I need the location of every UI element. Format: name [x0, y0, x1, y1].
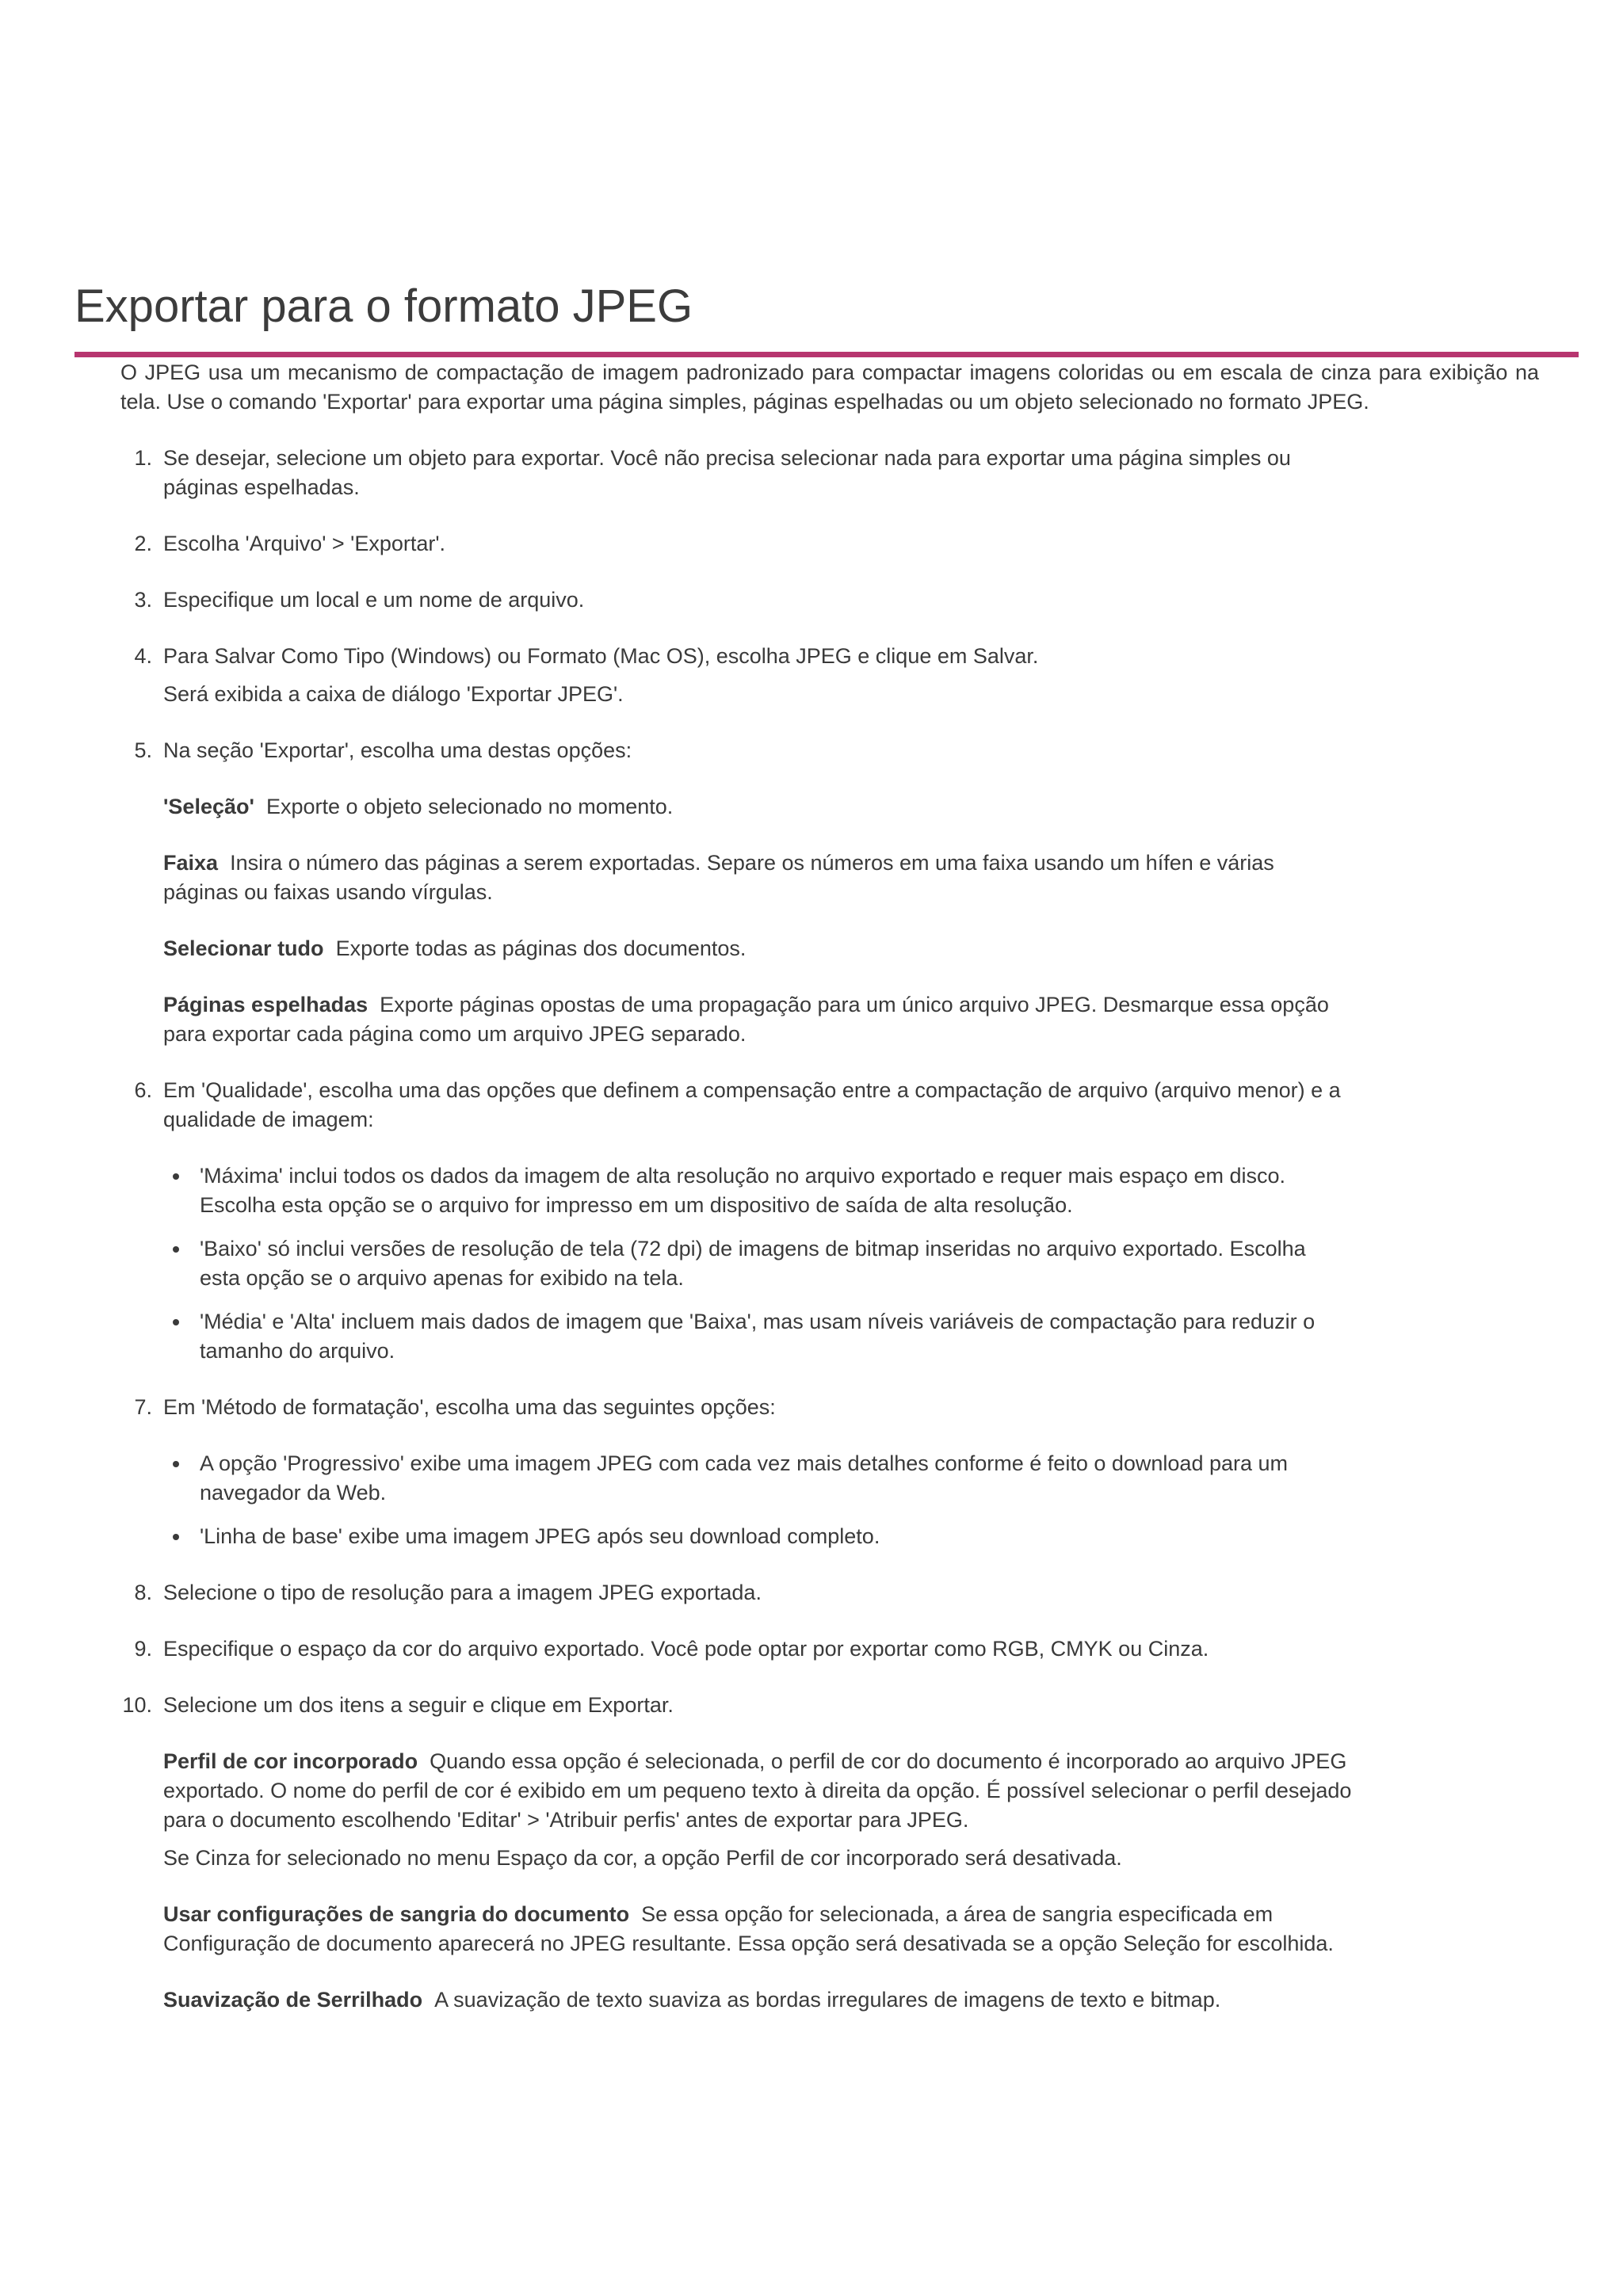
bullet-list — [163, 1161, 1352, 1366]
bullet-item — [163, 1234, 1352, 1293]
step-text: Especifique um local e um nome de arquivo. — [163, 588, 585, 612]
option-description: Insira o número das páginas a serem exportadas. Separe os números em uma faixa usando um hífen e várias páginas ou faixas usando vírgulas. — [163, 851, 1274, 904]
step-number: 5. — [134, 738, 152, 762]
option-term: Páginas espelhadas — [163, 993, 369, 1016]
step-number: 2. — [134, 532, 152, 555]
step-number: 1. — [134, 446, 152, 470]
bullet-text: A opção 'Progressivo' exibe uma imagem JPEG com cada vez mais detalhes conforme é feito o download para um navegador da Web. — [200, 1451, 1289, 1505]
option-note: Se Cinza for selecionado no menu Espaço da cor, a opção Perfil de cor incorporado será desativada. — [163, 1846, 1122, 1870]
step-number: 4. — [134, 644, 152, 668]
step-number: 3. — [134, 588, 152, 612]
bullet-text: 'Linha de base' exibe uma imagem JPEG após seu download completo. — [200, 1524, 880, 1548]
bullet-dot-icon — [173, 1246, 179, 1253]
step-body — [163, 1076, 1352, 1366]
option-paragraph — [163, 1747, 1352, 1835]
option-paragraph — [163, 1900, 1352, 1958]
option-paragraph — [163, 792, 1352, 822]
step-text: Na seção 'Exportar', escolha uma destas opções: — [163, 738, 632, 762]
option-description: A suavização de texto suaviza as bordas irregulares de imagens de texto e bitmap. — [434, 1988, 1221, 2012]
step-text: Em 'Método de formatação', escolha uma das seguintes opções: — [163, 1395, 776, 1419]
step-text: Escolha 'Arquivo' > 'Exportar'. — [163, 532, 446, 555]
step-number: 6. — [134, 1078, 152, 1102]
option-paragraph — [163, 934, 1352, 963]
option-description: Exporte o objeto selecionado no momento. — [265, 795, 674, 818]
step-item — [120, 585, 1539, 615]
option-description: Se essa opção for selecionada, a área de sangria especificada em Configuração de documento aparecerá no JPEG resultante. Essa opção será desativada se a opção Seleção for escolhida. — [163, 1902, 1334, 1955]
title-underline — [74, 352, 1579, 357]
option-term: Perfil de cor incorporado — [163, 1749, 418, 1773]
bullet-list — [163, 1449, 1352, 1551]
step-number: 9. — [134, 1637, 152, 1661]
bullet-item — [163, 1449, 1352, 1508]
step-text: Selecione um dos itens a seguir e clique em Exportar. — [163, 1693, 674, 1717]
option-term: 'Seleção' — [163, 795, 254, 818]
step-text: Especifique o espaço da cor do arquivo exportado. Você pode optar por exportar como RGB, CMYK ou Cinza. — [163, 1637, 1209, 1661]
option-paragraph — [163, 1985, 1352, 2015]
option-term: Usar configurações de sangria do documento — [163, 1902, 630, 1926]
bullet-dot-icon — [173, 1534, 179, 1540]
intro-paragraph: O JPEG usa um mecanismo de compactação de imagem padronizado para compactar imagens coloridas ou em escala de cinza para exibição na tela. Use o comando 'Exportar' para exportar uma página simples, páginas espelhadas ou um objeto selecionado no formato JPEG. — [120, 360, 1539, 414]
step-item — [120, 1634, 1539, 1664]
step-body — [163, 444, 1352, 502]
step-body — [163, 1691, 1352, 2015]
step-text: Em 'Qualidade', escolha uma das opções que definem a compensação entre a compactação de arquivo (arquivo menor) e a qualidade de imagem: — [163, 1078, 1341, 1131]
step-item — [120, 1691, 1539, 2015]
step-item — [120, 444, 1539, 502]
step-note: Será exibida a caixa de diálogo 'Exportar JPEG'. — [163, 682, 624, 706]
step-number: 10. — [122, 1693, 152, 1717]
bullet-item — [163, 1307, 1352, 1366]
bullet-item — [163, 1522, 1352, 1551]
steps-list — [120, 444, 1539, 2015]
option-term: Faixa — [163, 851, 219, 875]
step-text: Selecione o tipo de resolução para a imagem JPEG exportada. — [163, 1581, 762, 1604]
option-paragraph — [163, 849, 1352, 907]
step-body — [163, 736, 1352, 1049]
option-description: Exporte todas as páginas dos documentos. — [335, 936, 747, 960]
option-description: Exporte páginas opostas de uma propagação para um único arquivo JPEG. Desmarque essa opção para exportar cada página como um arquivo JPEG separado. — [163, 993, 1329, 1046]
step-body — [163, 642, 1352, 709]
step-item — [120, 1393, 1539, 1551]
option-term: Suavização de Serrilhado — [163, 1988, 423, 2012]
step-text: Para Salvar Como Tipo (Windows) ou Formato (Mac OS), escolha JPEG e clique em Salvar. — [163, 644, 1039, 668]
step-item — [120, 1578, 1539, 1608]
bullet-text: 'Média' e 'Alta' incluem mais dados de imagem que 'Baixa', mas usam níveis variáveis de compactação para reduzir o tamanho do arquivo. — [200, 1310, 1316, 1363]
step-body — [163, 1578, 1352, 1608]
step-body — [163, 529, 1352, 559]
bullet-text: 'Baixo' só inclui versões de resolução de tela (72 dpi) de imagens de bitmap inseridas no arquivo exportado. Escolha esta opção se o arquivo apenas for exibido na tela. — [200, 1237, 1306, 1290]
option-paragraph — [163, 990, 1352, 1049]
step-item — [120, 642, 1539, 709]
option-description: Quando essa opção é selecionada, o perfil de cor do documento é incorporado ao arquivo JPEG exportado. O nome do perfil de cor é exibido em um pequeno texto à direita da opção. É possível selecionar o perfil desejado para o documento escolhendo 'Editar' > 'Atribuir perfis' antes de exportar para JPEG. — [163, 1749, 1352, 1832]
step-text: Se desejar, selecione um objeto para exportar. Você não precisa selecionar nada para exportar uma página simples ou páginas espelhadas. — [163, 446, 1291, 499]
step-item — [120, 736, 1539, 1049]
step-item — [120, 529, 1539, 559]
step-number: 7. — [134, 1395, 152, 1419]
bullet-item — [163, 1161, 1352, 1220]
page-title: Exportar para o formato JPEG — [74, 280, 693, 332]
bullet-dot-icon — [173, 1319, 179, 1325]
step-item — [120, 1076, 1539, 1366]
bullet-dot-icon — [173, 1461, 179, 1467]
step-number: 8. — [134, 1581, 152, 1604]
step-body — [163, 1634, 1352, 1664]
option-term: Selecionar tudo — [163, 936, 324, 960]
step-body — [163, 1393, 1352, 1551]
step-body — [163, 585, 1352, 615]
bullet-dot-icon — [173, 1173, 179, 1180]
article-body — [120, 358, 1539, 2015]
bullet-text: 'Máxima' inclui todos os dados da imagem de alta resolução no arquivo exportado e requer mais espaço em disco. Escolha esta opção se o arquivo for impresso em um dispositivo de saída de alta resolução. — [200, 1164, 1286, 1217]
